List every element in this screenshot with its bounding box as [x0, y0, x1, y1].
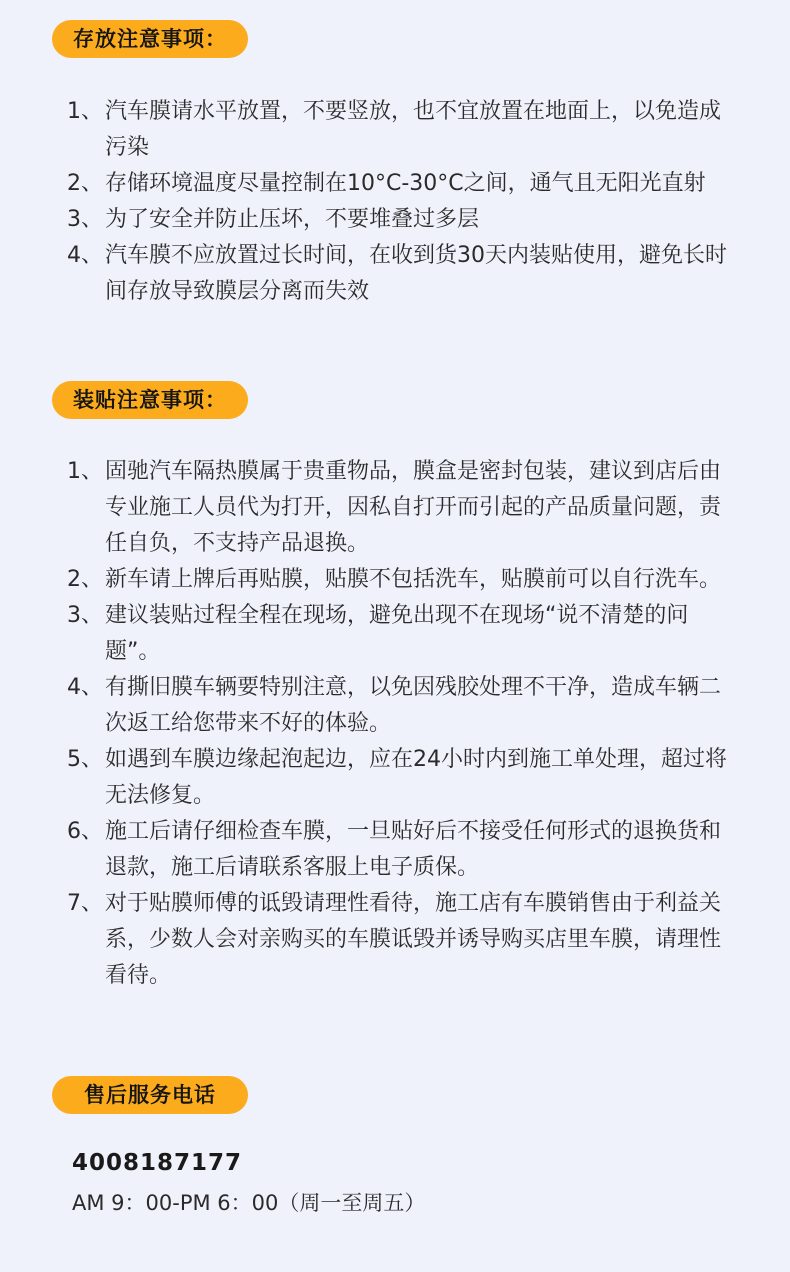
list-item [67, 166, 727, 202]
item-number: 1、 [67, 459, 103, 484]
item-number: 6、 [67, 819, 103, 844]
item-text: 存储环境温度尽量控制在10°C-30°C之间，通气且无阳光直射 [105, 171, 706, 196]
item-text: 如遇到车膜边缘起泡起边，应在24小时内到施工单处理，超过将无法修复。 [105, 747, 727, 808]
list-item [67, 598, 727, 670]
item-number: 3、 [67, 207, 103, 232]
item-number: 3、 [67, 603, 103, 628]
item-text: 对于贴膜师傅的诋毁请理性看待，施工店有车膜销售由于利益关系，少数人会对亲购买的车膜诋毁并诱导购买店里车膜，请理性看待。 [105, 891, 722, 988]
install-notes-list [67, 454, 727, 994]
item-text: 汽车膜请水平放置，不要竖放，也不宜放置在地面上，以免造成污染 [105, 99, 722, 160]
list-item [67, 94, 727, 166]
item-text: 为了安全并防止压坏，不要堆叠过多层 [105, 207, 480, 232]
storage-section-title: 存放注意事项： [52, 20, 248, 58]
service-section-title: 售后服务电话 [52, 1076, 248, 1114]
list-item [67, 742, 727, 814]
item-text: 有撕旧膜车辆要特别注意，以免因残胶处理不干净，造成车辆二次返工给您带来不好的体验。 [105, 675, 722, 736]
list-item [67, 670, 727, 742]
item-text: 汽车膜不应放置过长时间，在收到货30天内装贴使用，避免长时间存放导致膜层分离而失效 [105, 243, 727, 304]
item-text: 固驰汽车隔热膜属于贵重物品，膜盒是密封包装，建议到店后由专业施工人员代为打开，因私自打开而引起的产品质量问题，责任自负，不支持产品退换。 [105, 459, 722, 556]
item-number: 4、 [67, 675, 103, 700]
item-number: 4、 [67, 243, 103, 268]
item-number: 7、 [67, 891, 103, 916]
list-item [67, 814, 727, 886]
item-number: 2、 [67, 171, 103, 196]
list-item [67, 202, 727, 238]
list-item [67, 454, 727, 562]
item-number: 2、 [67, 567, 103, 592]
item-number: 1、 [67, 99, 103, 124]
storage-notes-list [67, 94, 727, 310]
list-item [67, 238, 727, 310]
service-phone-number[interactable]: 4008187177 [72, 1150, 243, 1176]
service-hours: AM 9：00-PM 6：00（周一至周五） [72, 1191, 426, 1215]
install-section-title: 装贴注意事项： [52, 381, 248, 419]
list-item [67, 886, 727, 994]
item-text: 新车请上牌后再贴膜，贴膜不包括洗车，贴膜前可以自行洗车。 [105, 567, 722, 592]
list-item [67, 562, 727, 598]
item-text: 施工后请仔细检查车膜，一旦贴好后不接受任何形式的退换货和退款，施工后请联系客服上电子质保。 [105, 819, 722, 880]
item-number: 5、 [67, 747, 103, 772]
item-text: 建议装贴过程全程在现场，避免出现不在现场“说不清楚的问题”。 [105, 603, 689, 664]
